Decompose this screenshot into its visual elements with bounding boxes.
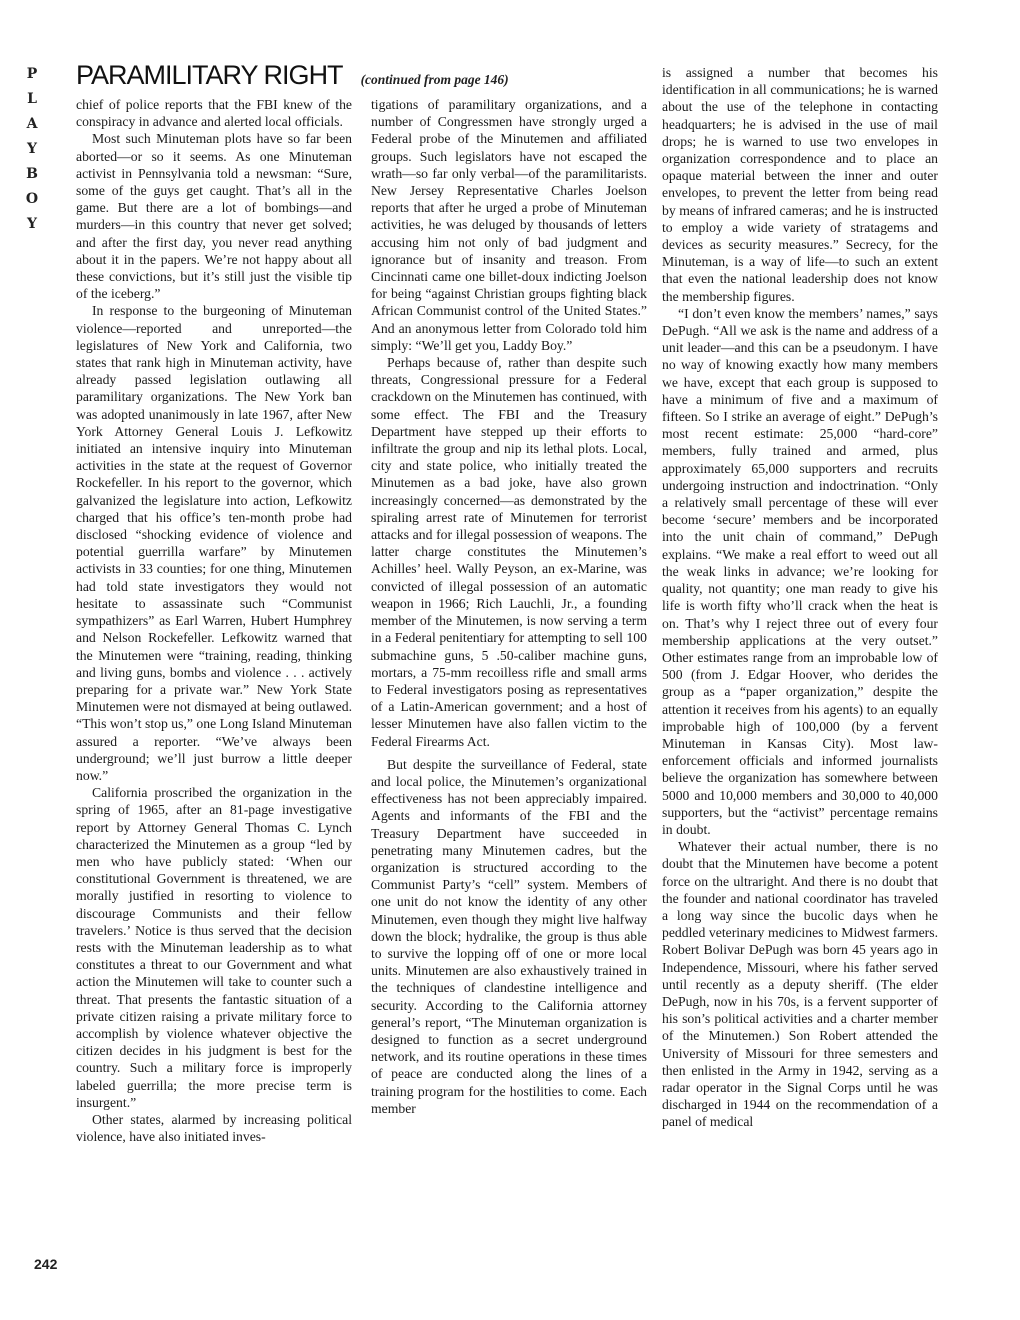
paragraph: Whatever their actual number, there is no doubt that the Minutemen have become a potent force on the ultraright. And there is no doubt that the founder and national coordinator has traveled a long way since the bucolic days when he peddled veterinary medicines to Midwest farmers. Robert Bolivar DePugh was born 45 years ago in Independence, Missouri, where his father served until recently as a deputy sheriff. (The elder DePugh, now in his 70s, is a fervent supporter of his son’s political activities and a charter member of the Minutemen.) Son Robert attended the University of Missouri for three semesters and then enlisted in the Army in 1942, serving as a radar operator in the Signal Corps until he was discharged in 1944 on the recommendation of a panel of medical [662, 839, 938, 1130]
paragraph: chief of police reports that the FBI knew of the conspiracy in advance and alerted local officials. [76, 97, 352, 130]
side-letter: P [26, 66, 38, 82]
paragraph: Perhaps because of, rather than despite such threats, Congressional pressure for a Federal crackdown on the Minutemen has continued, with some effect. The FBI and the Treasury Department have stepped up their efforts to infiltrate the group and nip its lethal plots. Local, city and state police, who initially treated the Minutemen as a bad joke, have also grown increasingly concerned—as demonstrated by the spiraling arrest rate of Minutemen for terrorist attacks and for illegal possession of weapons. The latter charge constitutes the Minutemen’s Achilles’ heel. Wally Peyson, an ex-Marine, was convicted of illegal possession of an automatic weapon in 1966; Rich Lauchli, Jr., a founding member of the Minutemen, is now serving a term in a Federal penitentiary for attempting to sell 100 submachine guns, 5 .50-caliber machine guns, mortars, a 75-mm recoilless rifle and small arms to Federal investigators posing as representatives of a Latin-American government; and a host of lesser Minutemen have also fallen victim to the Federal Firearms Act. [371, 355, 647, 749]
paragraph: tigations of paramilitary organizations, and a number of Congressmen have strongly urged a Federal probe of the Minutemen and affiliated groups. Such legislators have not escaped the wrath—so far only verbal—of the paramilitarists. New Jersey Representative Charles Joelson reports that after he urged a probe of Minuteman activities, he was deluged by thousands of letters accusing him not only of bad judgment and ignorance but of insanity and treason. From Cincinnati came one billet-doux indicting Joelson for being “against Christian groups fighting black African Communist control of the United States.” And an anonymous letter from Colorado told him simply: “We’ll get you, Laddy Boy.” [371, 97, 647, 353]
continued-note: (continued from page 146) [360, 72, 509, 87]
side-letter: A [26, 116, 38, 132]
paragraph: is assigned a number that becomes his identification in all communications; he is warned about the use of the telephone in contacting headquarters; he is advised in the use of mail drops; he is warned to use two envelopes in organization correspondence and to place an opaque material between the inner and outer envelopes, to prevent the letter from being read by means of infrared cameras; and he is instructed to employ a wide variety of stratagems and devices as security measures.” Secrecy, for the Minuteman, is a way of life—to such an extent that even the national leadership does not know the membership figures. [662, 65, 938, 304]
text-column-1 [76, 96, 352, 1145]
text-column-2 [371, 96, 647, 1117]
side-letter: Y [27, 216, 37, 232]
side-letter: O [25, 191, 39, 207]
side-letter: Y [27, 141, 37, 157]
paragraph: Most such Minuteman plots have so far been aborted—or so it seems. As one Minuteman activist in Pennsylvania told a newsman: “Sure, some of the guys get caught. That’s all in the game. But there are a lot of bombings—and murders—in this country that never get solved; and after the first day, you never read anything about it in the papers. We’re not happy about all these convictions, but it’s still just the visible tip of the iceberg.” [76, 131, 352, 302]
page-number: 242 [34, 1256, 58, 1272]
side-letter: B [26, 166, 38, 182]
paragraph: California proscribed the organization in the spring of 1965, after an 81-page investigative report by Attorney General Thomas C. Lynch characterized the Minutemen as a group “led by men who have publicly stated: ‘When our constitutional Government is threatened, we are morally justified in resorting to violence to discourage Communists and their fellow travelers.’ Notice is thus served that the decision rests with the Minuteman leadership as to what constitutes a threat to our Government and what action the Minutemen will take to counter such a threat. That presents the fantastic situation of a private citizen raising a private military force to accomplish by violence whatever objective the citizen decides in his judgment is best for the country. Such a military force is improperly labeled guerrilla; the more precise term is insurgent.” [76, 785, 352, 1110]
magazine-side-label [22, 62, 42, 237]
paragraph: Other states, alarmed by increasing political violence, have also initiated inves- [76, 1111, 352, 1145]
paragraph: “I don’t even know the members’ names,” says DePugh. “All we ask is the name and address of a unit leader—and this can be a pseudonym. I have no way of knowing exactly how many members we have, except that each group is supposed to have a minimum of five and a maximum of fifteen. So I strike an average of eight.” DePugh’s most recent estimate: 25,000 “hard-core” members, fully trained and armed, plus approximately 65,000 supporters and recruits undergoing instruction and indoctrination. “Only a relatively small percentage of these will ever become ‘secure’ members and be incorporated into the unit chain of command,” DePugh explains. “We make a real effort to weed out all the weak links in advance; we’re looking for quality, not quantity; one man ready to give his life is worth fifty who’ll crack when the heat is on. That’s why I reject three out of every four membership applications at the very outset.” Other estimates range from an improbable low of 500 (from J. Edgar Hoover, who derides the group as a “paper organization,” despite the attention it receives from his agents) to an equally improbable high of 100,000 (by a fervent Minuteman in Kansas City). Most law-enforcement officials and informed journalists believe the organization has somewhere between 5000 and 10,000 members and 30,000 to 40,000 supporters, but the “activist” percentage remains in doubt. [662, 305, 938, 837]
article-header [76, 60, 509, 91]
paragraph: In response to the burgeoning of Minuteman violence—reported and unreported—the legislatures of New York and California, two states that rank high in Minuteman activity, have already passed legislation outlawing all paramilitary organizations. The New York ban was adopted unanimously in late 1967, after New York Attorney General Louis J. Lefkowitz initiated an intensive inquiry into Minuteman activities in the state at the request of Governor Rockefeller. In his report to the governor, which galvanized the legislature into action, Lefkowitz charged that his office’s ten-month probe had disclosed “shocking evidence of violence and potential guerrilla warfare” by Minutemen activists in 33 counties; for one thing, Minutemen had told state investigators they would not hesitate to assassinate such “Communist sympathizers” as Earl Warren, Hubert Humphrey and Nelson Rockefeller. Lefkowitz warned that the Minutemen were “training, reading, thinking and living guns, bombs and violence . . . actively preparing for a private war.” New York State Minutemen were not dismayed at being outlawed. “This won’t stop us,” one Long Island Minuteman assured a reporter. “We’ve always been underground; we’ll just burrow a little deeper now.” [76, 303, 352, 783]
text-column-3 [662, 64, 938, 1131]
paragraph: But despite the surveillance of Federal, state and local police, the Minutemen’s organizational effectiveness has not been appreciably impaired. Agents and informants of the FBI and the Treasury Department have succeeded in penetrating many Minutemen cadres, but the organization is structured according to the Communist Party’s “cell” system. Members of one unit do not know the identity of any other Minutemen, even though they might live halfway down the block; hydralike, the group is thus able to survive the lopping off of one or more local units. Minutemen are also exhaustively trained in the techniques of clandestine intelligence and security. According to the California attorney general’s report, “The Minuteman organization is designed to function as a secret underground network, and its routine operations in these times of peace are conducted along the lines of a training program for the hostilities to come. Each member [371, 756, 647, 1116]
article-title: PARAMILITARY RIGHT [76, 60, 343, 90]
side-letter: L [27, 91, 37, 107]
